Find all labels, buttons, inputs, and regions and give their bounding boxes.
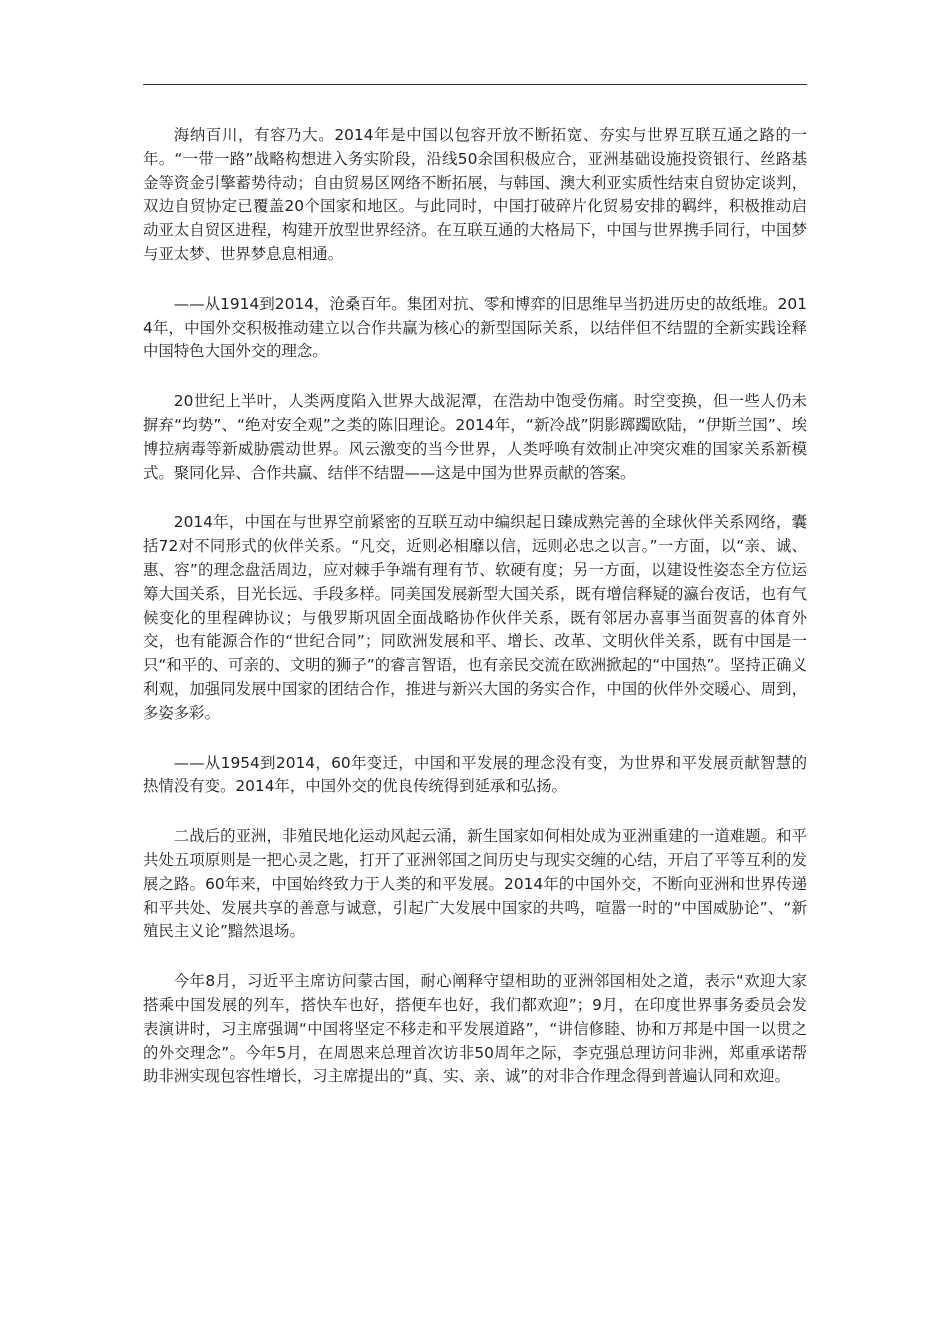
paragraph-5: ——从1954到2014，60年变迁，中国和平发展的理念没有变，为世界和平发展贡献智慧的热情没有变。2014年，中国外交的优良传统得到延承和弘扬。 [143,753,807,796]
article-body [143,124,807,1115]
paragraph-3: 20世纪上半叶，人类两度陷入世界大战泥潭，在浩劫中饱受伤痛。时空变换，但一些人仍未摒弃“均势”、“绝对安全观”之类的陈旧理论。2014年，“新冷战”阴影踯躅欧陆，“伊斯兰国”、埃博拉病毒等新威胁震动世界。风云激变的当今世界，人类呼唤有效制止冲突灾难的国家关系新模式。聚同化异、合作共赢、结伴不结盟——这是中国为世界贡献的答案。 [143,392,807,482]
paragraph-7: 今年8月，习近平主席访问蒙古国，耐心阐释守望相助的亚洲邻国相处之道，表示“欢迎大家搭乘中国发展的列车，搭快车也好，搭便车也好，我们都欢迎”；9月，在印度世界事务委员会发表演讲时，习主席强调“中国将坚定不移走和平发展道路”，“讲信修睦、协和万邦是中国一以贯之的外交理念”。今年5月，在周恩来总理首次访非50周年之际，李克强总理访问非洲，郑重承诺帮助非洲实现包容性增长，习主席提出的“真、实、亲、诚”的对非合作理念得到普遍认同和欢迎。 [143,972,807,1086]
header-rule [143,84,807,85]
paragraph-4: 2014年，中国在与世界空前紧密的互联互动中编织起日臻成熟完善的全球伙伴关系网络，囊括72对不同形式的伙伴关系。“凡交，近则必相靡以信，远则必忠之以言。”一方面，以“亲、诚、惠、容”的理念盘活周边，应对棘手争端有理有节、软硬有度；另一方面，以建设性姿态全方位运筹大国关系，目光长远、手段多样。同美国发展新型大国关系，既有增信释疑的瀛台夜话，也有气候变化的里程碑协议；与俄罗斯巩固全面战略协作伙伴关系，既有邻居办喜事当面贺喜的体育外交，也有能源合作的“世纪合同”；同欧洲发展和平、增长、改革、文明伙伴关系，既有中国是一只“和平的、可亲的、文明的狮子”的睿言智语，也有亲民交流在欧洲掀起的“中国热”。坚持正确义利观，加强同发展中国家的团结合作，推进与新兴大国的务实合作，中国的伙伴外交暖心、周到，多姿多彩。 [143,513,807,722]
paragraph-1: 海纳百川，有容乃大。2014年是中国以包容开放不断拓宽、夯实与世界互联互通之路的一年。“一带一路”战略构想进入务实阶段，沿线50余国积极应合，亚洲基础设施投资银行、丝路基金等资金引擎蓄势待动；自由贸易区网络不断拓展，与韩国、澳大利亚实质性结束自贸协定谈判，双边自贸协定已覆盖20个国家和地区。与此同时，中国打破碎片化贸易安排的羁绊，积极推动启动亚太自贸区进程，构建开放型世界经济。在互联互通的大格局下，中国与世界携手同行，中国梦与亚太梦、世界梦息息相通。 [143,126,807,263]
paragraph-2: ——从1914到2014，沧桑百年。集团对抗、零和博弈的旧思维早当扔进历史的故纸堆。2014年，中国外交积极推动建立以合作共赢为核心的新型国际关系，以结伴但不结盟的全新实践诠释中国特色大国外交的理念。 [143,294,807,361]
paragraph-6: 二战后的亚洲，非殖民地化运动风起云涌，新生国家如何相处成为亚洲重建的一道难题。和平共处五项原则是一把心灵之匙，打开了亚洲邻国之间历史与现实交缠的心结，开启了平等互利的发展之路。60年来，中国始终致力于人类的和平发展。2014年的中国外交，不断向亚洲和世界传递和平共处、发展共享的善意与诚意，引起广大发展中国家的共鸣，喧嚣一时的“中国威胁论”、“新殖民主义论”黯然退场。 [143,827,807,941]
